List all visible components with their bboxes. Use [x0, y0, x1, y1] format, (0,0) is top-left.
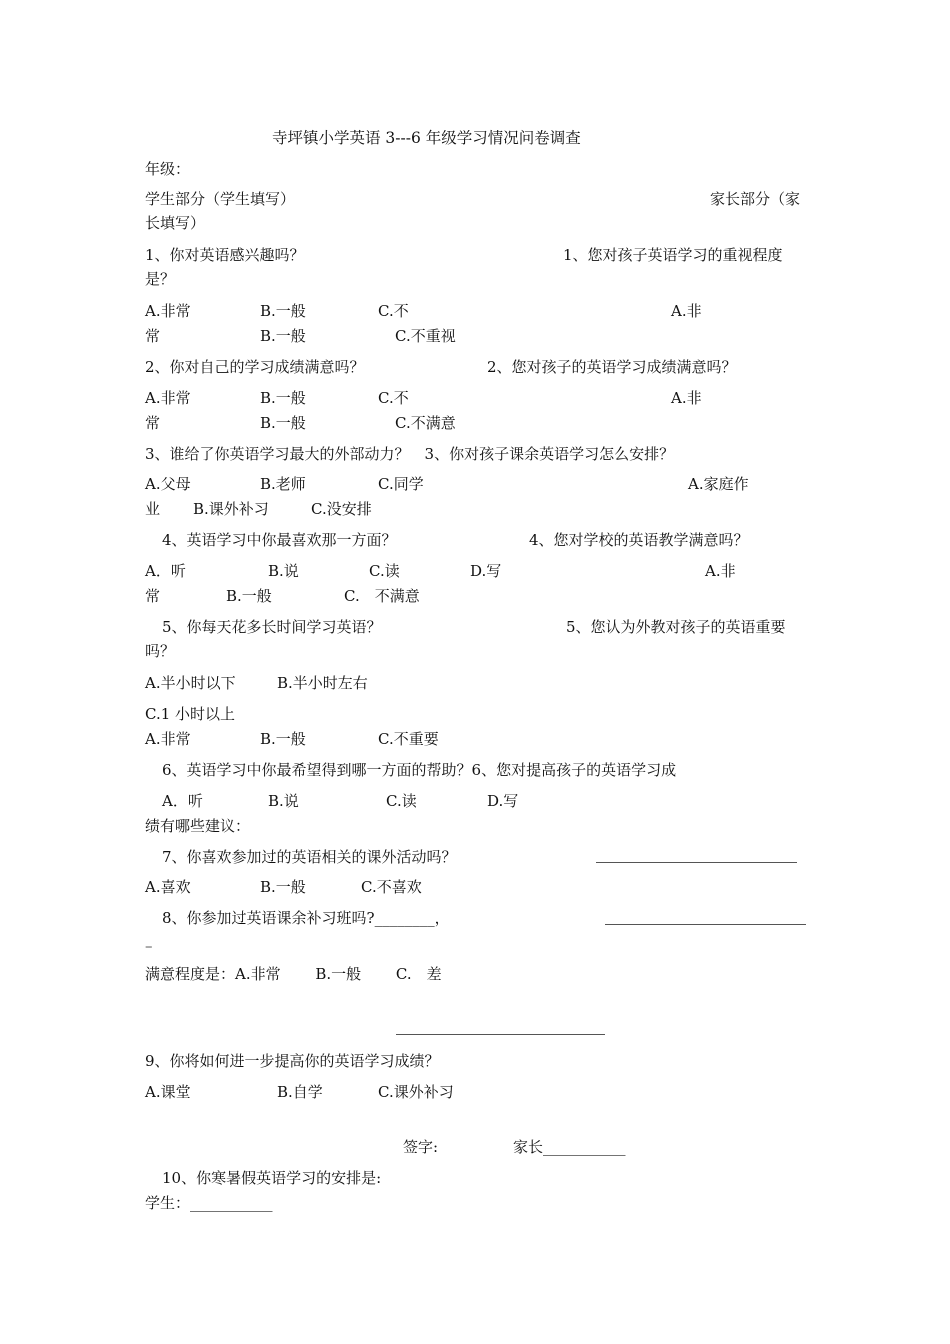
q7-student-option: A.喜欢: [145, 878, 191, 896]
q9-student-option: B.自学: [277, 1083, 323, 1101]
q6-student-option: D.写: [487, 792, 519, 810]
q3-student-option: B.老师: [260, 475, 306, 493]
q3-parent-option: C.没安排: [311, 500, 372, 518]
q3-student-option: A.父母: [145, 475, 191, 493]
q6-line: 6、英语学习中你最希望得到哪一方面的帮助？6、您对提高孩子的英语学习成: [162, 761, 677, 779]
q2-student-option: B.一般: [260, 389, 306, 407]
q8-dash: –: [145, 937, 153, 955]
q2-parent-option: A.非: [671, 389, 702, 407]
q7-student-option: C.不喜欢: [361, 878, 422, 896]
parent-signature-field[interactable]: 家长___________: [513, 1138, 626, 1156]
q1-student-option: C.不: [378, 302, 409, 320]
q6-student-option: A．听: [162, 792, 203, 810]
q2-parent-option: B.一般: [260, 414, 306, 432]
q10-student: 10、你寒暑假英语学习的安排是:: [162, 1169, 382, 1187]
q4-student-option: D.写: [470, 562, 502, 580]
q5-student: 5、你每天花多长时间学习英语？: [162, 618, 382, 636]
q2-parent: 2、您对孩子的英语学习成绩满意吗？: [487, 358, 737, 376]
signature-label: 签字:: [403, 1138, 439, 1156]
q4-student-option: B.说: [268, 562, 299, 580]
q5-parent-option: C.不重要: [378, 730, 439, 748]
q8-student: 8、你参加过英语课余补习班吗?________，: [162, 909, 450, 927]
q4-student: 4、英语学习中你最喜欢那一方面？: [162, 531, 397, 549]
parent-section-header: 家长部分（家: [710, 190, 801, 208]
answer-line[interactable]: [605, 924, 806, 925]
q1-student: 1、你对英语感兴趣吗？: [145, 246, 305, 264]
q2-parent-option: C.不满意: [395, 414, 456, 432]
q2-student: 2、你对自己的学习成绩满意吗？: [145, 358, 365, 376]
q1-parent-option: A.非: [671, 302, 702, 320]
q4-student-option: A．听: [145, 562, 186, 580]
q5-parent: 5、您认为外教对孩子的英语重要: [566, 618, 786, 636]
q3-parent-option-cont: 业: [145, 500, 161, 518]
answer-line[interactable]: [596, 862, 797, 863]
page-title: 寺坪镇小学英语 3---6 年级学习情况问卷调查: [272, 129, 581, 147]
student-section-header: 学生部分（学生填写）: [145, 190, 296, 208]
q1-student-option: A.非常: [145, 302, 191, 320]
parent-section-header-cont: 长填写）: [145, 214, 206, 232]
q4-parent-option: C. 不满意: [344, 587, 420, 605]
q5-parent-option: A.非常: [145, 730, 191, 748]
q4-parent-option: A.非: [705, 562, 736, 580]
q1-parent-option: C.不重视: [395, 327, 456, 345]
q4-parent-option-cont: 常: [145, 587, 161, 605]
q6-student-option: B.说: [268, 792, 299, 810]
q1-parent: 1、您对孩子英语学习的重视程度: [563, 246, 783, 264]
q2-student-option: A.非常: [145, 389, 191, 407]
q9-student: 9、你将如何进一步提高你的英语学习成绩？: [145, 1052, 440, 1070]
q5-student-option: B.半小时左右: [277, 674, 368, 692]
answer-line[interactable]: [396, 1034, 605, 1035]
q5-student-option: C.1 小时以上: [145, 705, 236, 723]
q9-student-option: A.课堂: [145, 1083, 191, 1101]
grade-label: 年级：: [145, 160, 191, 178]
q1-parent-option: B.一般: [260, 327, 306, 345]
q7-student-option: B.一般: [260, 878, 306, 896]
q1-parent-cont: 是？: [145, 270, 176, 288]
student-answer-field[interactable]: 学生：___________: [145, 1194, 273, 1212]
q4-parent-option: B.一般: [226, 587, 272, 605]
q5-student-option: A.半小时以下: [145, 674, 236, 692]
q4-student-option: C.读: [369, 562, 400, 580]
q3-line: 3、谁给了你英语学习最大的外部动力？ 3、你对孩子课余英语学习怎么安排？: [145, 445, 675, 463]
q5-parent-cont: 吗？: [145, 642, 176, 660]
q2-parent-option-cont: 常: [145, 414, 161, 432]
q5-parent-option: B.一般: [260, 730, 306, 748]
q3-parent-option: A.家庭作: [688, 475, 749, 493]
q3-parent-option: B.课外补习: [193, 500, 269, 518]
q7-student: 7、你喜欢参加过的英语相关的课外活动吗？: [162, 848, 457, 866]
q9-student-option: C.课外补习: [378, 1083, 454, 1101]
q1-student-option: B.一般: [260, 302, 306, 320]
q2-student-option: C.不: [378, 389, 409, 407]
q6-student-option: C.读: [386, 792, 417, 810]
q1-parent-option-cont: 常: [145, 327, 161, 345]
q3-student-option: C.同学: [378, 475, 424, 493]
q6-parent-cont: 绩有哪些建议：: [145, 817, 251, 835]
q8-satisfaction: 满意程度是：A.非常 B.一般 C. 差: [145, 965, 442, 983]
q4-parent: 4、您对学校的英语教学满意吗？: [529, 531, 749, 549]
